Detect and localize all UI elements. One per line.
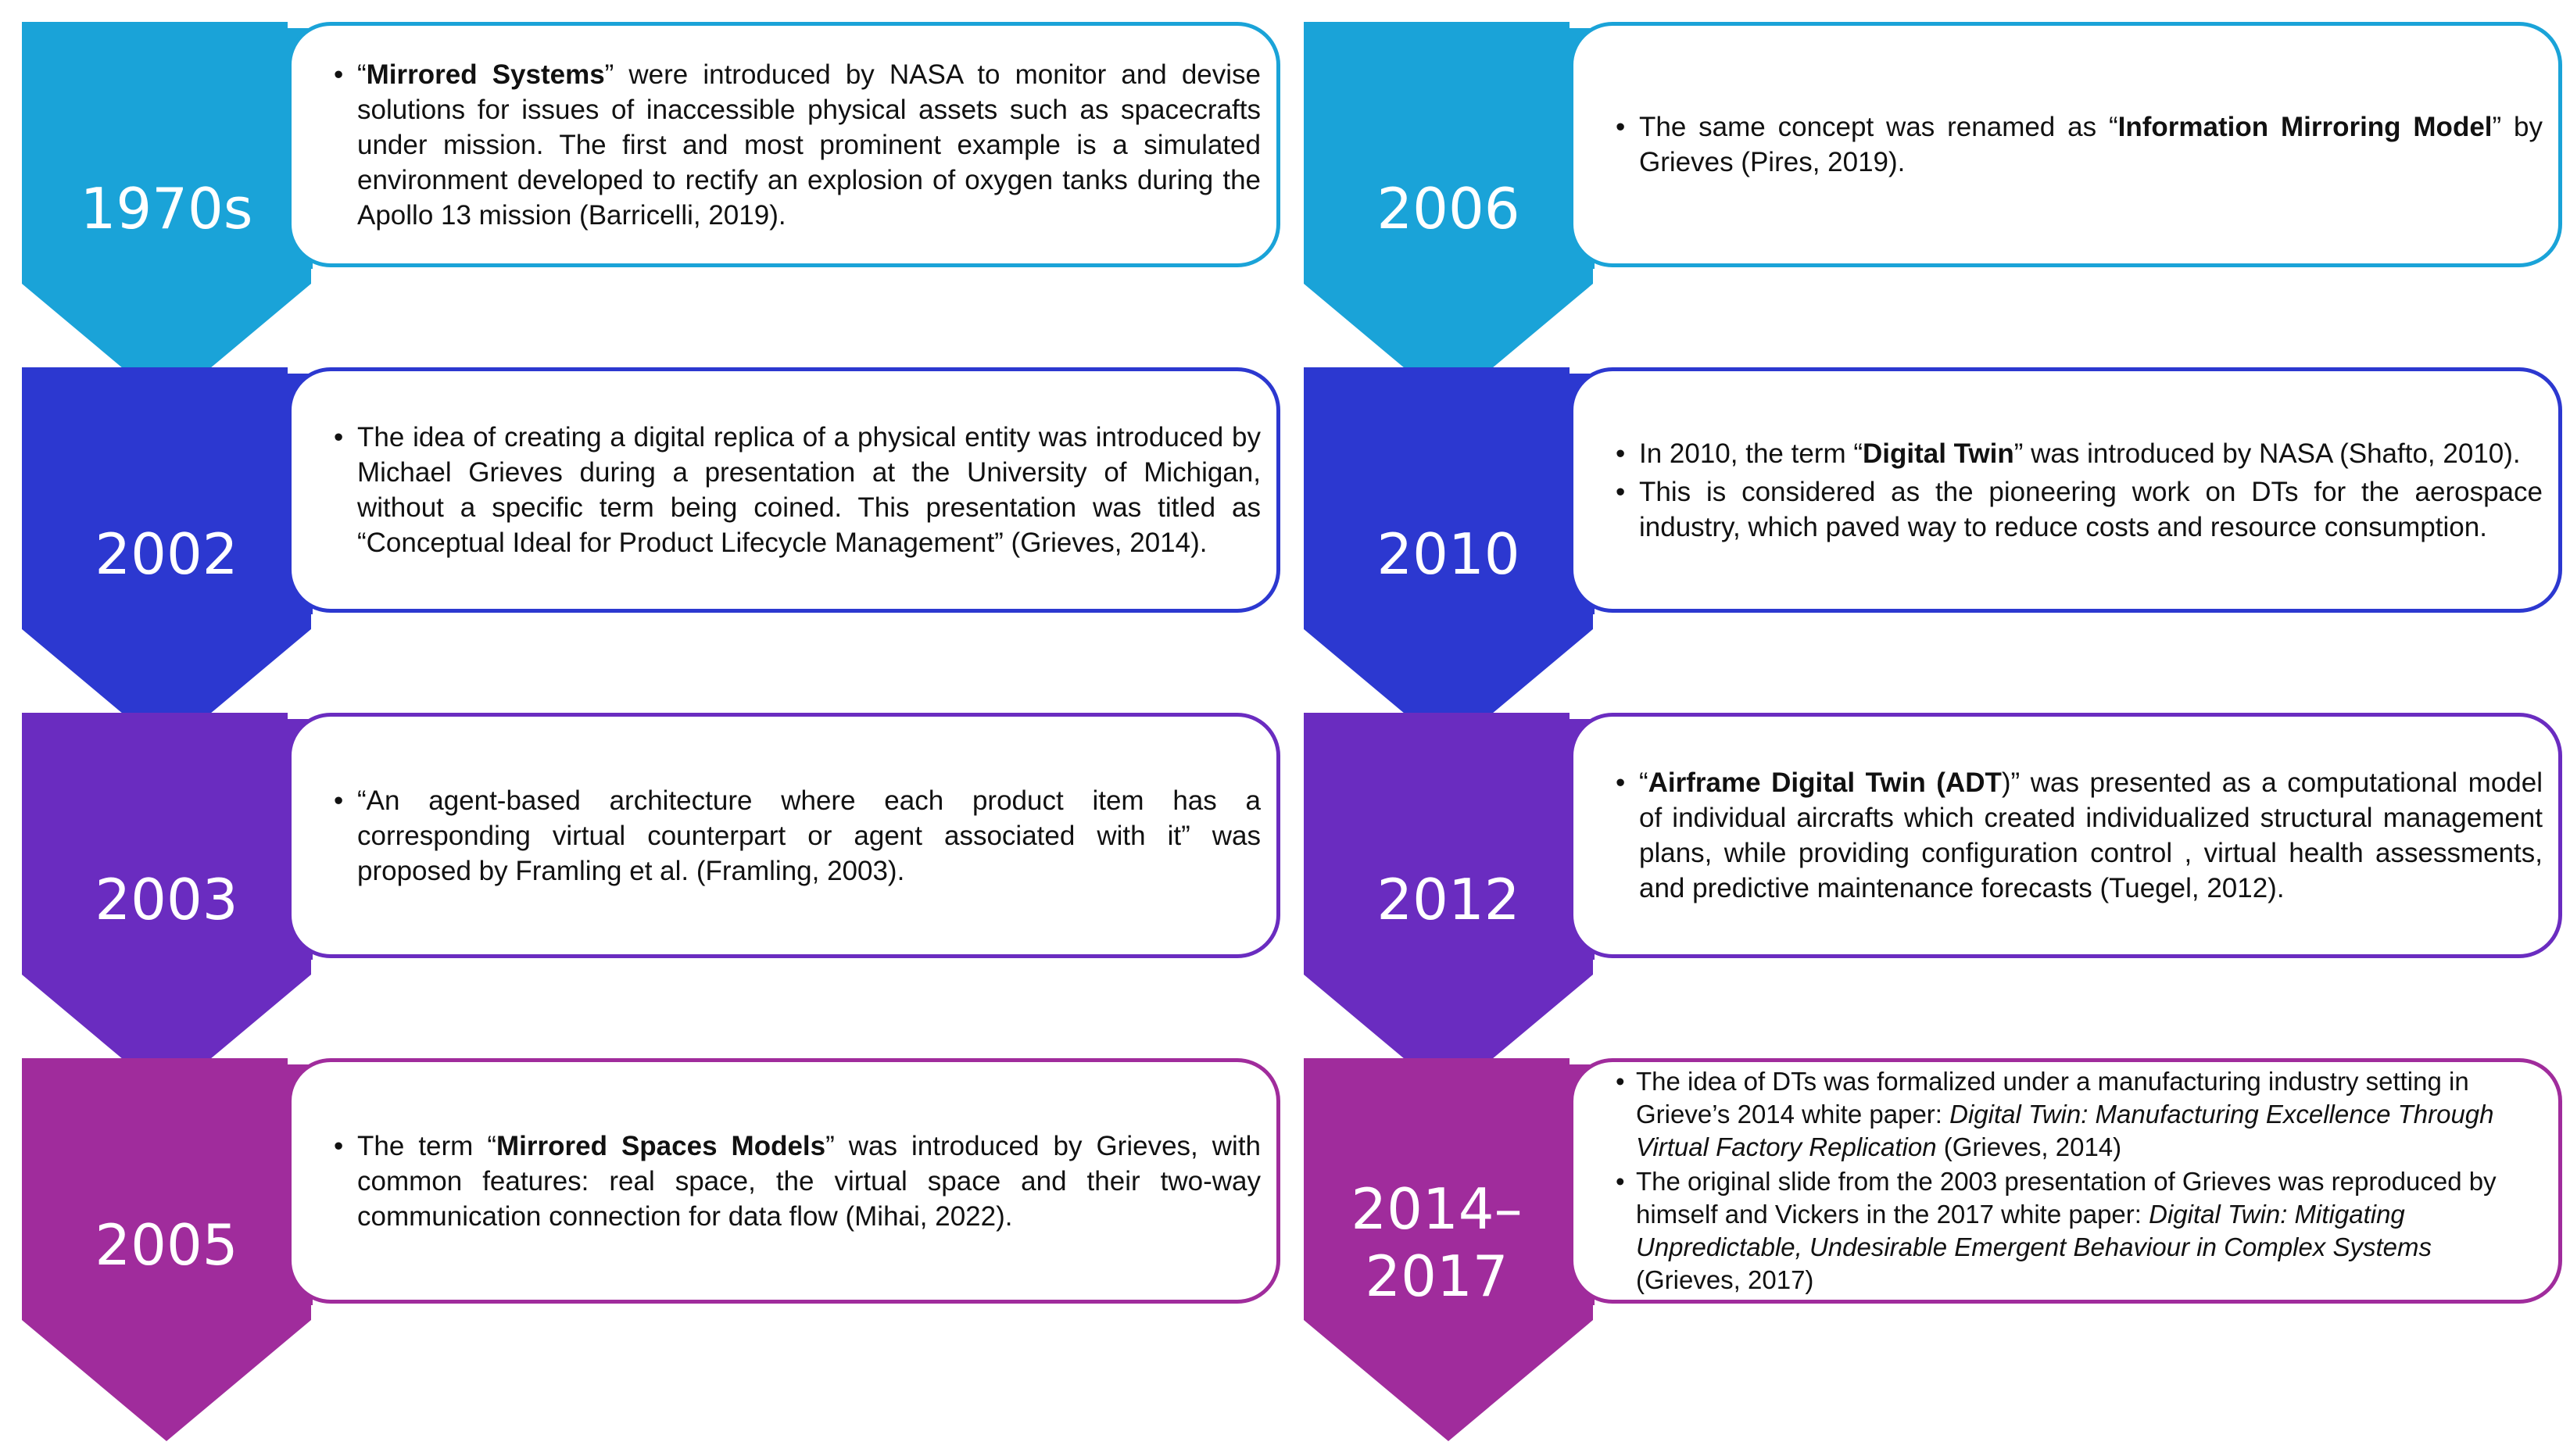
bullet-text: ” were introduced by NASA to monitor and devise solutions for issues of inaccessible physical assets such as spacecrafts under mission. The first and most prominent example is a simulated environment developed to rectify an explosion of oxygen tanks during the Apollo 13 mission (Barricelli, 2019). <box>357 59 1261 231</box>
timeline-item <box>22 367 1288 750</box>
timeline-item <box>1304 713 2570 1096</box>
event-card <box>1570 22 2562 267</box>
event-card <box>288 22 1280 267</box>
year-label: 2014– 2017 <box>1351 1176 1523 1309</box>
bullet-text: This is considered as the pioneering work on DTs for the aerospace industry, which paved way to reduce costs and resource consumption. <box>1639 476 2543 542</box>
bullet-text: Digital Twin: Mitigating Unpredictable, Undesirable Emergent Behaviour in Complex Systems <box>1636 1200 2432 1261</box>
bullet-text: The idea of DTs was formalized under a manufacturing industry setting in Grieve’s 2014 white paper: <box>1636 1067 2469 1129</box>
bullet-text: The term “ <box>357 1130 496 1161</box>
event-card <box>1570 713 2562 958</box>
year-label: 2002 <box>95 521 238 587</box>
bullet-text: Mirrored Systems <box>366 59 605 90</box>
bullet-text: Airframe Digital Twin (ADT <box>1648 767 2002 798</box>
bullet-item <box>332 1129 1261 1234</box>
bullet-item <box>1614 436 2543 471</box>
event-card <box>1570 367 2562 613</box>
bullet-item <box>1614 474 2543 545</box>
bullet-text: “ <box>357 59 367 90</box>
bullet-text: In 2010, the term “ <box>1639 438 1863 469</box>
timeline-item <box>1304 22 2570 405</box>
bullet-item <box>332 57 1261 233</box>
year-label: 2006 <box>1376 176 1520 241</box>
bullet-item <box>1614 109 2543 180</box>
event-card <box>288 713 1280 958</box>
bullet-item <box>1614 1165 2543 1297</box>
bullet-item <box>1614 765 2543 906</box>
event-card <box>288 367 1280 613</box>
timeline-item <box>1304 367 2570 750</box>
timeline-item <box>1304 1058 2570 1441</box>
year-label: 2010 <box>1376 521 1520 587</box>
bullet-text: ” by Grieves (Pires, 2019). <box>1639 112 2543 177</box>
year-label: 2005 <box>95 1212 238 1278</box>
year-label: 1970s <box>80 176 253 241</box>
bullet-item <box>332 420 1261 560</box>
bullet-item <box>1614 1065 2543 1164</box>
bullet-text: ” was introduced by Grieves, with common features: real space, the virtual space and their two-way communication connection for data flow (Mihai, 2022). <box>357 1130 1262 1232</box>
bullet-text: ” was introduced by NASA (Shafto, 2010). <box>2013 438 2521 469</box>
timeline-item <box>22 1058 1288 1441</box>
bullet-text: )” was presented as a computational model of individual aircrafts which created individualized structural management plans, while providing configuration control , virtual health assessments, and predictive maintenance forecasts (Tuegel, 2012). <box>1639 767 2543 903</box>
bullet-text: Digital Twin: Manufacturing Excellence Through Virtual Factory Replication <box>1636 1100 2494 1161</box>
bullet-text: (Grieves, 2014) <box>1936 1132 2122 1161</box>
bullet-text: (Grieves, 2017) <box>1636 1265 1814 1294</box>
bullet-text: Digital Twin <box>1862 438 2014 469</box>
bullet-text: “An agent-based architecture where each product item has a corresponding virtual counterpart or agent associated with it” was proposed by Framling et al. (Framling, 2003). <box>357 785 1261 886</box>
bullet-text: Mirrored Spaces Models <box>496 1130 826 1161</box>
timeline-item <box>22 713 1288 1096</box>
year-label: 2003 <box>95 867 238 932</box>
bullet-text: The original slide from the 2003 presentation of Grieves was reproduced by himself and Vickers in the 2017 white paper: <box>1636 1167 2497 1229</box>
bullet-item <box>332 783 1261 889</box>
timeline-item <box>22 22 1288 405</box>
bullet-text: “ <box>1639 767 1648 798</box>
bullet-text: Information Mirroring Model <box>2117 112 2493 142</box>
event-card <box>1570 1058 2562 1304</box>
bullet-text: The same concept was renamed as “ <box>1639 112 2118 142</box>
event-card <box>288 1058 1280 1304</box>
year-label: 2012 <box>1376 867 1520 932</box>
bullet-text: The idea of creating a digital replica of a physical entity was introduced by Michael Grieves during a presentation at the University of Michigan, without a specific term being coined. This presentation was titled as “Conceptual Ideal for Product Lifecycle Management” (Grieves, 2014). <box>357 422 1261 558</box>
